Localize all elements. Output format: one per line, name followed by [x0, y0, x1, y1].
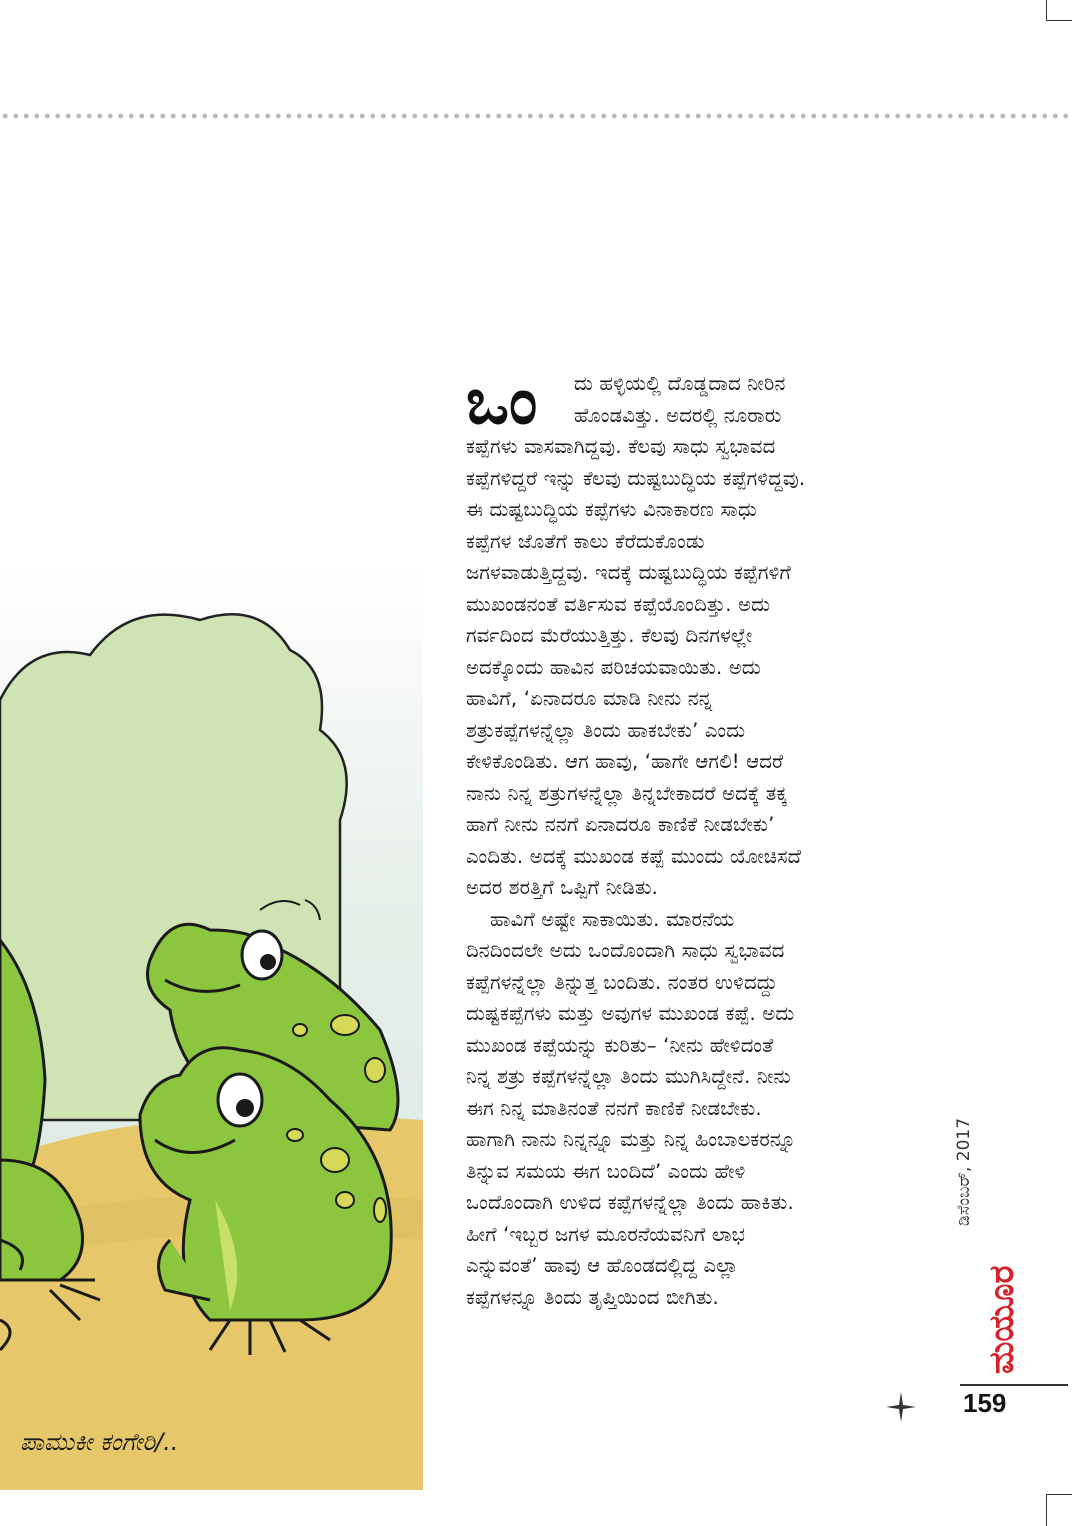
text-line: ಎನ್ನುವಂತೆ’ ಹಾವು ಆ ಹೊಂಡದಲ್ಲಿದ್ದ ಎಲ್ಲಾ — [466, 1254, 739, 1277]
frog-illustration — [0, 560, 423, 1490]
text-line: ಮುಖಂಡ ಕಪ್ಪೆಯನ್ನು ಕುರಿತು– ‘ನೀನು ಹೇಳಿದಂತೆ — [466, 1033, 774, 1057]
text-line: ನಿನ್ನ ಶತ್ರು ಕಪ್ಪೆಗಳನ್ನೆಲ್ಲಾ ತಿಂದು ಮುಗಿಸಿದ್ದೇನೆ. ನೀನು — [466, 1065, 791, 1088]
story-text — [466, 365, 926, 1313]
text-line: ಗರ್ವದಿಂದ ಮೆರೆಯುತ್ತಿತ್ತು. ಕೆಲವು ದಿನಗಳಲ್ಲೇ — [466, 624, 753, 647]
paragraph-2 — [466, 904, 926, 1314]
text-line: ಹಾವಿಗೆ, ‘ಏನಾದರೂ ಮಾಡಿ ನೀನು ನನ್ನ — [466, 687, 713, 710]
text-line: ಕಪ್ಪೆಗಳು ವಾಸವಾಗಿದ್ದವು. ಕೆಲವು ಸಾಧು ಸ್ವಭಾವದ — [466, 435, 776, 458]
drop-cap: ಒಂ — [466, 365, 538, 439]
magazine-logo: ಮಯೂರ — [982, 1265, 1022, 1374]
text-line: ಕಪ್ಪೆಗಳಿದ್ದರೆ ಇನ್ನು ಕೆಲವು ದುಷ್ಟಬುದ್ಧಿಯ ಕಪ್ಪೆಗಳಿದ್ದವು. — [466, 466, 806, 490]
page-number-rule — [960, 1384, 1068, 1386]
text-line: ಶತ್ರುಕಪ್ಪೆಗಳನ್ನೆಲ್ಲಾ ತಿಂದು ಹಾಕಬೇಕು’ ಎಂದು — [466, 718, 746, 742]
text-line: ಕಪ್ಪೆಗಳ ಜೊತೆಗೆ ಕಾಲು ಕೆರೆದುಕೊಂಡು — [466, 529, 705, 553]
crop-mark-top-right — [1046, 0, 1072, 21]
svg-text:ಪಾಮುಕೀ ಕಂಗೇರಿ/..: ಪಾಮುಕೀ ಕಂಗೇರಿ/.. — [20, 1428, 179, 1456]
text-line: ದುಷ್ಟಕಪ್ಪೆಗಳು ಮತ್ತು ಅವುಗಳ ಮುಖಂಡ ಕಪ್ಪೆ. ಅದು — [466, 1002, 795, 1025]
text-line: ಕಪ್ಪೆಗಳನ್ನೆಲ್ಲಾ ತಿನ್ನುತ್ತ ಬಂದಿತು. ನಂತರ ಉಳಿದದ್ದು — [466, 970, 778, 994]
artist-signature — [20, 1428, 178, 1456]
issue-date: ಡಿಸೆಂಬರ್, 2017 — [954, 1117, 974, 1226]
text-line: ಹಾಗಾಗಿ ನಾನು ನಿನ್ನನ್ನೂ ಮತ್ತು ನಿನ್ನ ಹಿಂಬಾಲಕರನ್ನೂ — [466, 1128, 797, 1151]
text-line: ಕೇಳಿಕೊಂಡಿತು. ಆಗ ಹಾವು, ‘ಹಾಗೇ ಆಗಲಿ! ಆದರೆ — [466, 750, 784, 773]
text-line: ಅದರ ಶರತ್ತಿಗೆ ಒಪ್ಪಿಗೆ ನೀಡಿತು. — [466, 876, 658, 899]
text-line: ಅದಕ್ಕೊಂದು ಹಾವಿನ ಪರಿಚಯವಾಯಿತು. ಅದು — [466, 655, 761, 679]
crop-mark-bottom-right — [1046, 1494, 1072, 1526]
text-line: ಒಂದೊಂದಾಗಿ ಉಳಿದ ಕಪ್ಪೆಗಳನ್ನೆಲ್ಲಾ ತಿಂದು ಹಾಕಿತು. — [466, 1191, 794, 1214]
text-line: ದು ಹಳ್ಳಿಯಲ್ಲಿ ದೊಡ್ಡದಾದ ನೀರಿನ — [574, 372, 786, 395]
text-line: ದಿನದಿಂದಲೇ ಅದು ಒಂದೊಂದಾಗಿ ಸಾಧು ಸ್ವಭಾವದ — [466, 939, 785, 962]
text-line: ಈಗ ನಿನ್ನ ಮಾತಿನಂತೆ ನನಗೆ ಕಾಣಿಕೆ ನೀಡಬೇಕು. — [466, 1096, 762, 1120]
text-line: ಹಾಗೆ ನೀನು ನನಗೆ ಏನಾದರೂ ಕಾಣಿಕೆ ನೀಡಬೇಕು’ — [466, 813, 775, 836]
text-line: ಹೀಗೆ ‘ಇಬ್ಬರ ಜಗಳ ಮೂರನೆಯವನಿಗೆ ಲಾಭ — [466, 1222, 746, 1246]
magazine-masthead — [952, 1076, 1022, 1376]
decorative-star-icon — [884, 1390, 918, 1424]
page-number: 159 — [963, 1388, 1007, 1418]
dotted-separator — [0, 112, 1072, 120]
text-line: ಈ ದುಷ್ಟಬುದ್ಧಿಯ ಕಪ್ಪೆಗಳು ವಿನಾಕಾರಣ ಸಾಧು — [466, 498, 757, 521]
paragraph-1 — [466, 365, 926, 904]
text-line: ನಾನು ನಿನ್ನ ಶತ್ರುಗಳನ್ನೆಲ್ಲಾ ತಿನ್ನಬೇಕಾದರೆ ಅದಕ್ಕೆ ತಕ್ಕ — [466, 781, 788, 805]
text-line: ಮುಖಂಡನಂತೆ ವರ್ತಿಸುವ ಕಪ್ಪೆಯೊಂದಿತ್ತು. ಅದು — [466, 592, 771, 616]
text-line: ಹೊಂಡವಿತ್ತು. ಅದರಲ್ಲಿ ನೂರಾರು — [574, 403, 782, 427]
text-line: ಹಾವಿಗೆ ಅಷ್ಟೇ ಸಾಕಾಯಿತು. ಮಾರನೆಯ — [490, 907, 735, 931]
text-line: ಎಂದಿತು. ಅದಕ್ಕೆ ಮುಖಂಡ ಕಪ್ಪೆ ಮುಂದು ಯೋಚಿಸದೆ — [466, 844, 802, 868]
text-line: ಕಪ್ಪೆಗಳನ್ನೂ ತಿಂದು ತೃಪ್ತಿಯಿಂದ ಬೀಗಿತು. — [466, 1285, 719, 1309]
text-line: ಜಗಳವಾಡುತ್ತಿದ್ದವು. ಇದಕ್ಕೆ ದುಷ್ಟಬುದ್ಧಿಯ ಕಪ್ಪೆಗಳಿಗೆ — [466, 561, 791, 584]
text-line: ತಿನ್ನುವ ಸಮಯ ಈಗ ಬಂದಿದೆ’ ಎಂದು ಹೇಳಿ — [466, 1159, 746, 1183]
